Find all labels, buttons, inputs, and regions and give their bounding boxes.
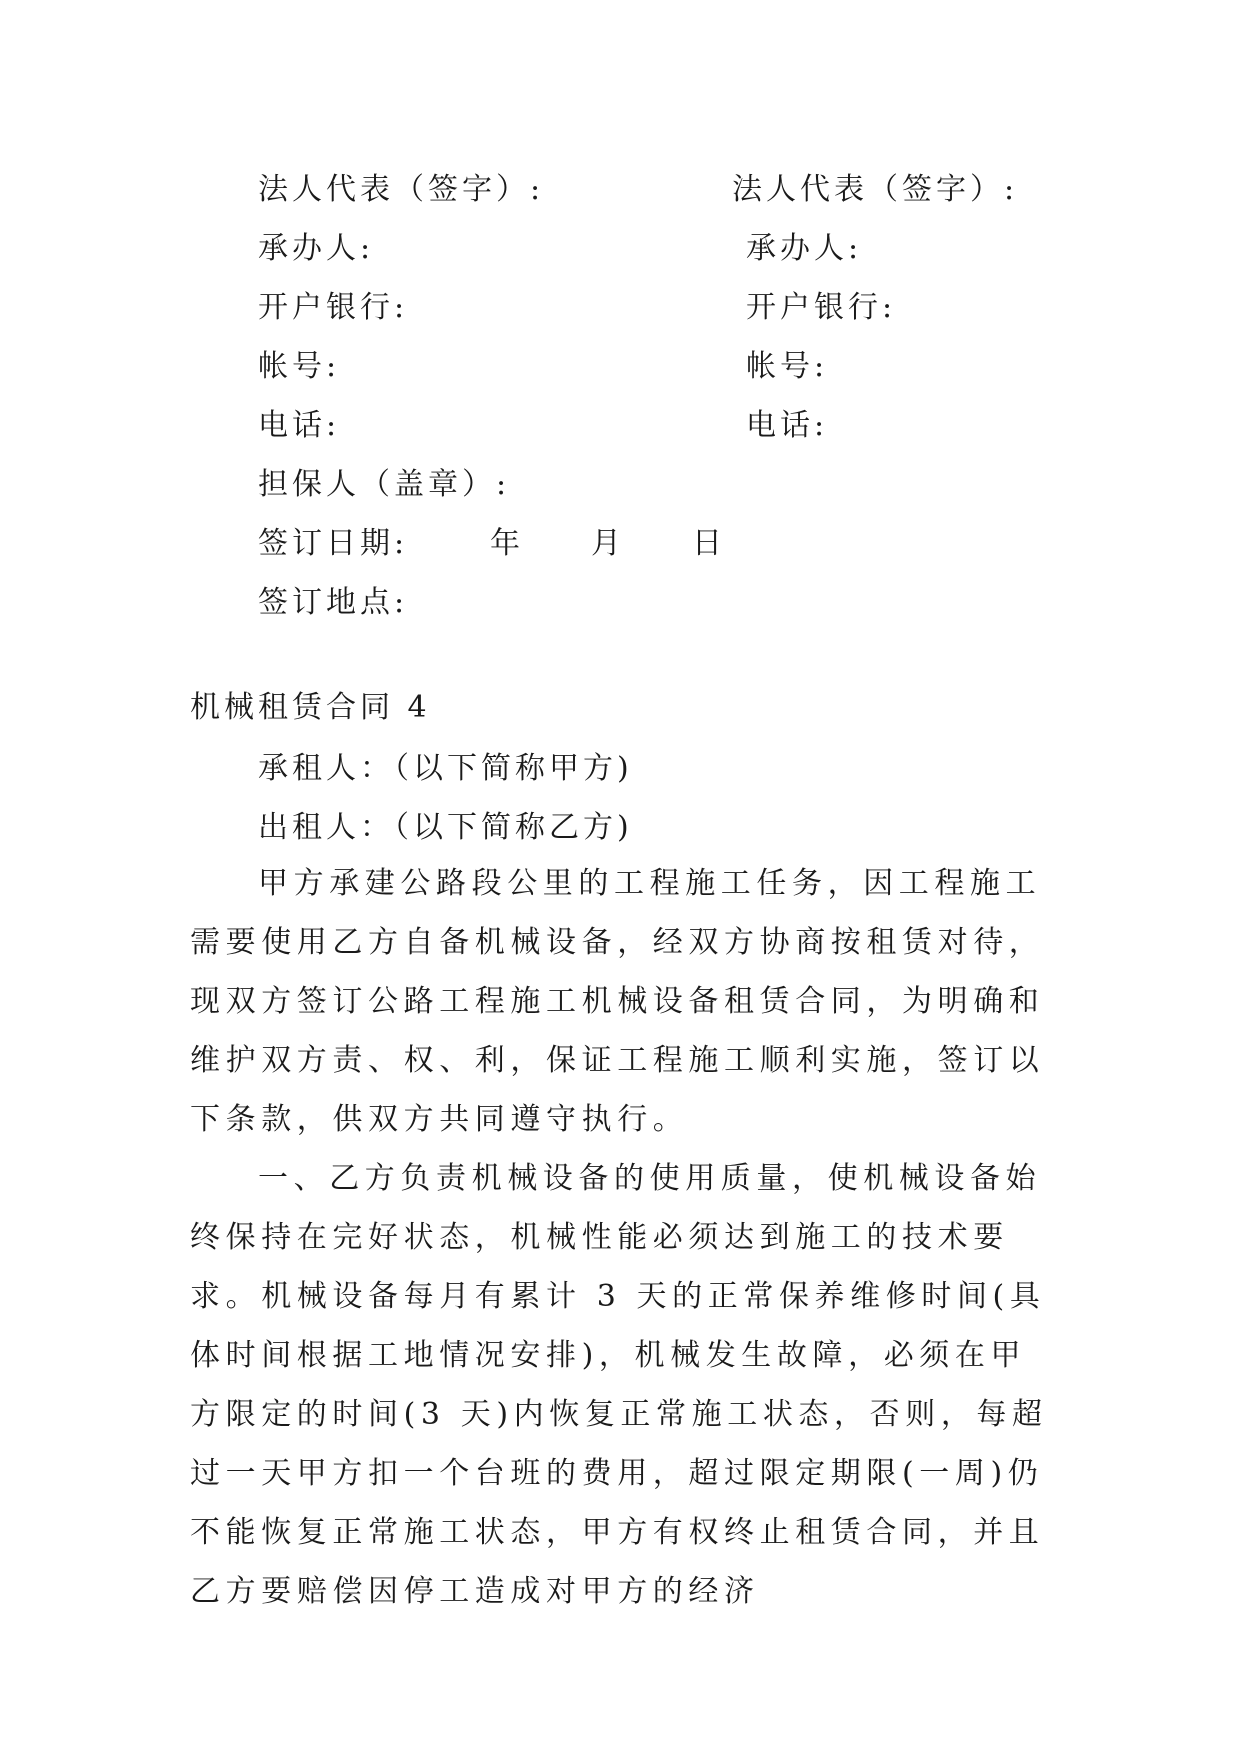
signature-row-date xyxy=(258,514,1078,573)
party-b-account-label: 帐号: xyxy=(746,349,829,384)
contract-title: 机械租赁合同 4 xyxy=(190,690,431,725)
party-a-account-label: 帐号: xyxy=(258,349,341,384)
party-b-phone-label: 电话: xyxy=(746,408,829,443)
date-day-label: 日 xyxy=(692,526,726,561)
contract-paragraph-intro: 甲方承建公路段公里的工程施工任务，因工程施工需要使用乙方自备机械设备，经双方协商按租赁对待，现双方签订公路工程施工机械设备租赁合同，为明确和维护双方责、权、利，保证工程施工顺利实施，签订以下条款，供双方共同遵守执行。 xyxy=(190,866,1045,1137)
signature-row-legal-rep xyxy=(258,160,1078,219)
party-a-phone-label: 电话: xyxy=(258,408,341,443)
signature-row-account xyxy=(258,337,1078,396)
sign-place-label: 签订地点: xyxy=(258,585,409,620)
sign-date-label: 签订日期: xyxy=(258,526,409,561)
party-b-legal-rep-label: 法人代表（签字）: xyxy=(732,172,1019,207)
party-a-handler-label: 承办人: xyxy=(258,231,375,266)
party-b-handler-label: 承办人: xyxy=(746,231,863,266)
party-a-bank-label: 开户银行: xyxy=(258,290,409,325)
guarantor-label: 担保人（盖章）: xyxy=(258,467,511,502)
signature-row-handler xyxy=(258,219,1078,278)
signature-row-phone xyxy=(258,396,1078,455)
date-month-label: 月 xyxy=(591,526,625,561)
signature-block xyxy=(258,160,1078,632)
signature-row-place xyxy=(258,573,1078,632)
contract-paragraph-clause-1: 一、乙方负责机械设备的使用质量，使机械设备始终保持在完好状态，机械性能必须达到施工的技术要求。机械设备每月有累计 3 天的正常保养维修时间(具体时间根据工地情况安排)，机械发生故障，必须在甲方限定的时间(3 天)内恢复正常施工状态，否则，每超过一天甲方扣一个台班的费用，超过限定期限(一周)仍不能恢复正常施工状态，甲方有权终止租赁合同，并且乙方要赔偿因停工造成对甲方的经济 xyxy=(190,1161,1048,1609)
signature-row-guarantor xyxy=(258,455,1078,514)
lessor-line: 出租人：（以下简称乙方) xyxy=(258,810,633,845)
party-b-bank-label: 开户银行: xyxy=(746,290,897,325)
party-a-legal-rep-label: 法人代表（签字）: xyxy=(258,172,545,207)
date-year-label: 年 xyxy=(490,526,524,561)
lessee-line: 承租人：（以下简称甲方) xyxy=(258,751,633,786)
signature-row-bank xyxy=(258,278,1078,337)
